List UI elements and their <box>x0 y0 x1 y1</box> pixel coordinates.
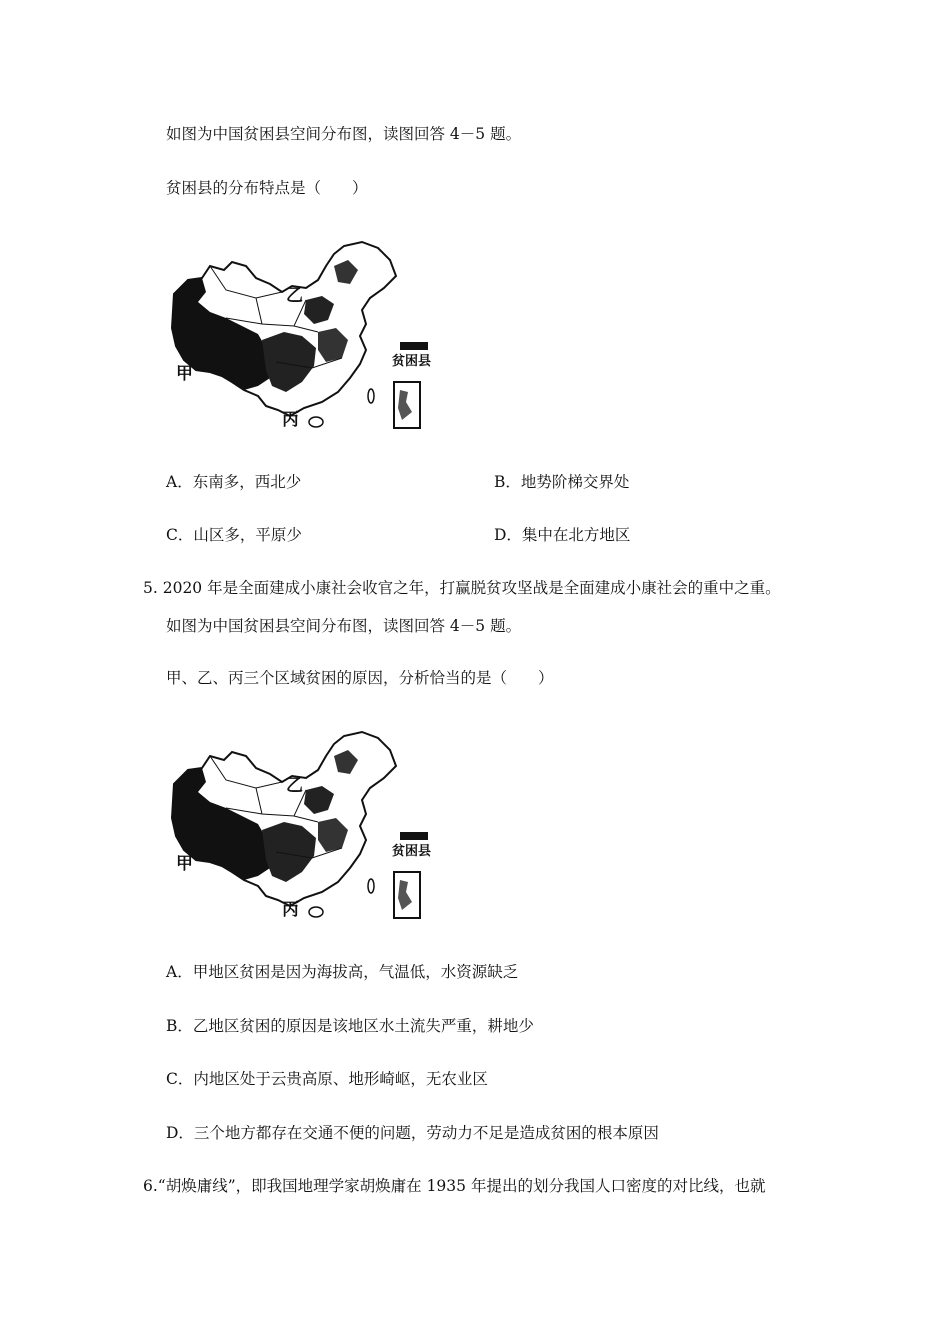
q5-option-d[interactable]: D．三个地方都存在交通不便的问题，劳动力不足是造成贫困的根本原因 <box>166 1124 659 1142</box>
map-label-bing: 丙 <box>282 410 299 430</box>
q5-option-c[interactable]: C．内地区处于云贵高原、地形崎岖，无农业区 <box>166 1070 488 1088</box>
map-label-yi: 乙 <box>286 286 303 306</box>
map-label-jia: 甲 <box>176 364 193 384</box>
q4-option-b[interactable]: B．地势阶梯交界处 <box>494 473 630 491</box>
q4-option-d[interactable]: D．集中在北方地区 <box>494 526 631 544</box>
poverty-map-2 <box>166 726 446 922</box>
map-legend-label: 贫困县 <box>392 354 432 369</box>
map-legend-label: 贫困县 <box>392 844 432 859</box>
q5-stem: 甲、乙、丙三个区域贫困的原因，分析恰当的是（ ） <box>166 669 554 687</box>
map-label-jia: 甲 <box>176 854 193 874</box>
china-map-icon <box>166 236 446 432</box>
q5-option-a[interactable]: A．甲地区贫困是因为海拔高，气温低，水资源缺乏 <box>166 963 519 981</box>
q4-option-c[interactable]: C．山区多，平原少 <box>166 526 302 544</box>
q5-line1: 5. 2020 年是全面建成小康社会收官之年，打赢脱贫攻坚战是全面建成小康社会的重中之重。 <box>143 579 781 597</box>
q4-intro: 如图为中国贫困县空间分布图，读图回答 4－5 题。 <box>166 125 522 143</box>
q6-line1: 6.“胡焕庸线”，即我国地理学家胡焕庸在 1935 年提出的划分我国人口密度的对比线，也就 <box>143 1177 766 1195</box>
q5-intro: 如图为中国贫困县空间分布图，读图回答 4－5 题。 <box>166 617 522 635</box>
q4-stem: 贫困县的分布特点是（ ） <box>166 179 368 197</box>
map-label-yi: 乙 <box>286 776 303 796</box>
q4-option-a[interactable]: A．东南多，西北少 <box>166 473 302 491</box>
q5-option-b[interactable]: B．乙地区贫困的原因是该地区水土流失严重，耕地少 <box>166 1017 534 1035</box>
map-label-bing: 丙 <box>282 900 299 920</box>
poverty-map-1 <box>166 236 446 432</box>
china-map-icon <box>166 726 446 922</box>
